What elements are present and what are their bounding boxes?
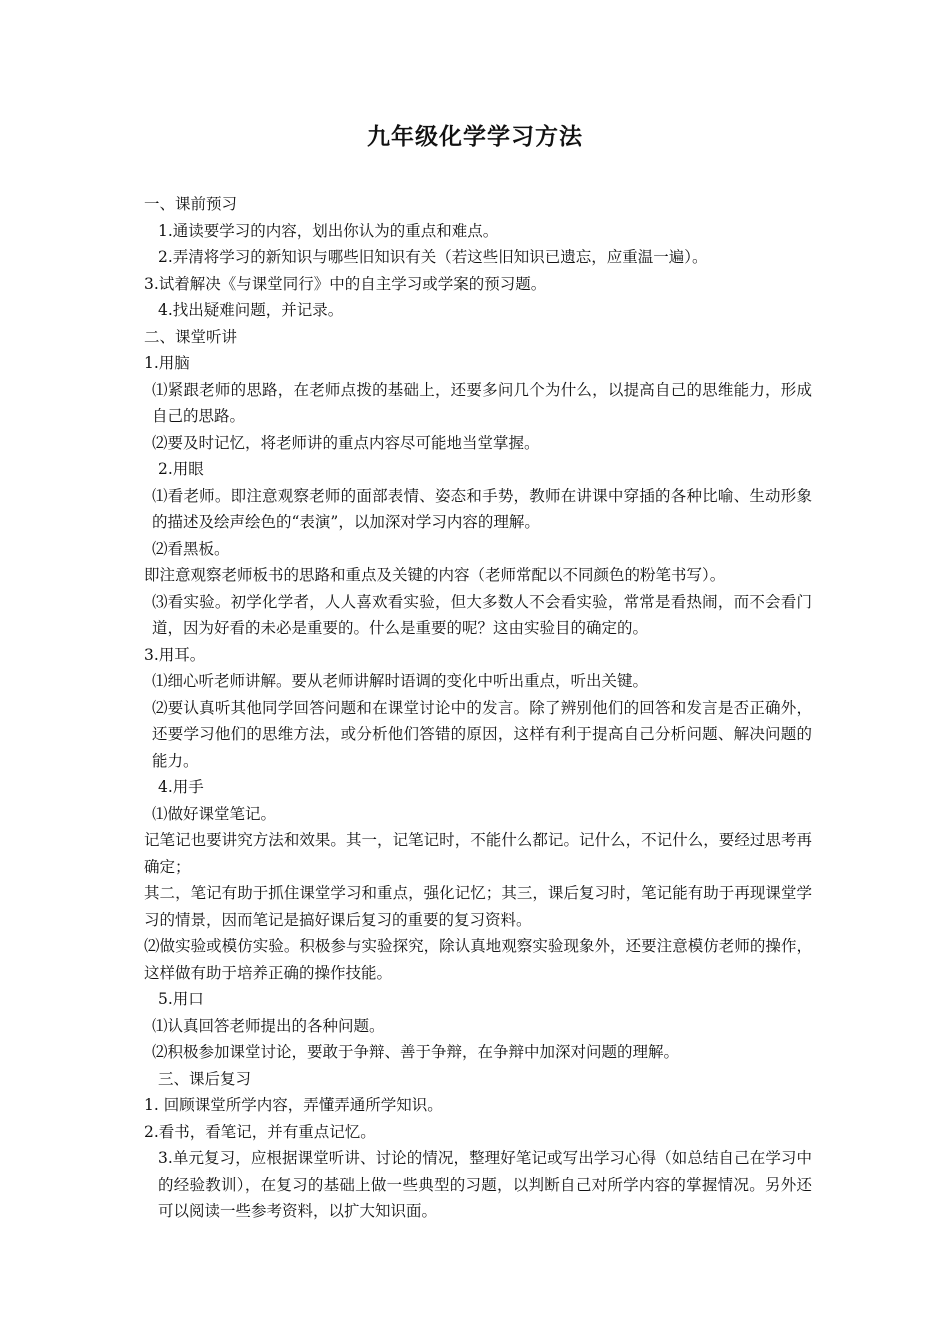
paragraph: 1. 回顾课堂所学内容，弄懂弄通所学知识。: [144, 1096, 443, 1114]
subsection-heading: 3.用耳。: [144, 645, 206, 664]
section-heading-review: 三、课后复习: [158, 1069, 252, 1088]
paragraph: 1.通读要学习的内容，划出你认为的重点和难点。: [158, 221, 499, 240]
paragraph: ⑴紧跟老师的思路，在老师点拨的基础上，还要多问几个为什么，以提高自己的思维能力，形成自己的思路。: [152, 380, 812, 425]
paragraph: 记笔记也要讲究方法和效果。其一，记笔记时，不能什么都记。记什么，不记什么，要经过思考再确定；: [144, 831, 812, 876]
paragraph: ⑴细心听老师讲解。要从老师讲解时语调的变化中听出重点，听出关键。: [152, 672, 649, 690]
subsection-heading: 2.用眼: [158, 460, 204, 478]
paragraph: ⑶看实验。初学化学者，人人喜欢看实验，但大多数人不会看实验，常常是看热闹，而不会看门道，因为好看的未必是重要的。什么是重要的呢？这由实验目的确定的。: [152, 592, 812, 637]
paragraph: 其二，笔记有助于抓住课堂学习和重点，强化记忆；其三，课后复习时，笔记能有助于再现课堂学习的情景，因而笔记是搞好课后复习的重要的复习资料。: [144, 884, 812, 929]
paragraph: 2.弄清将学习的新知识与哪些旧知识有关（若这些旧知识已遗忘，应重温一遍）。: [158, 248, 708, 266]
paragraph: ⑵做实验或模仿实验。积极参与实验探究，除认真地观察实验现象外，还要注意模仿老师的操作，这样做有助于培养正确的操作技能。: [144, 937, 812, 982]
section-heading-preview: 一、课前预习: [144, 195, 238, 213]
paragraph: ⑵积极参加课堂讨论，要敢于争辩、善于争辩，在争辩中加深对问题的理解。: [152, 1043, 680, 1061]
section-heading-class: 二、课堂听讲: [144, 327, 238, 346]
paragraph: ⑴看老师。即注意观察老师的面部表情、姿态和手势，教师在讲课中穿插的各种比喻、生动形象的描述及绘声绘色的“表演”，以加深对学习内容的理解。: [152, 486, 812, 531]
paragraph: ⑵看黑板。: [152, 539, 230, 558]
subsection-heading: 1.用脑: [144, 354, 190, 372]
paragraph: 2.看书，看笔记，并有重点记忆。: [144, 1122, 376, 1141]
subsection-heading: 4.用手: [158, 778, 204, 796]
paragraph: ⑴认真回答老师提出的各种问题。: [152, 1016, 385, 1035]
document-title: 九年级化学学习方法: [367, 123, 583, 150]
paragraph: ⑵要认真听其他同学回答问题和在课堂讨论中的发言。除了辨别他们的回答和发言是否正确外，还要学习他们的思维方法，或分析他们答错的原因，这样有利于提高自己分析问题、解决问题的能力。: [152, 698, 812, 770]
paragraph: 3.单元复习，应根据课堂听讲、讨论的情况，整理好笔记或写出学习心得（如总结自己在学习中的经验教训），在复习的基础上做一些典型的习题，以判断自己对所学内容的掌握情况。另外还可以阅读一些参考资料，以扩大知识面。: [158, 1149, 812, 1220]
paragraph: 3.试着解决《与课堂同行》中的自主学习或学案的预习题。: [144, 274, 547, 293]
paragraph: 即注意观察老师板书的思路和重点及关键的内容（老师常配以不同颜色的粉笔书写）。: [144, 566, 726, 584]
subsection-heading: 5.用口: [158, 990, 204, 1008]
paragraph: ⑵要及时记忆，将老师讲的重点内容尽可能地当堂掌握。: [152, 433, 540, 452]
paragraph: 4.找出疑难问题，并记录。: [158, 301, 344, 319]
paragraph: ⑴做好课堂笔记。: [152, 804, 277, 823]
document-body: [144, 191, 812, 1225]
